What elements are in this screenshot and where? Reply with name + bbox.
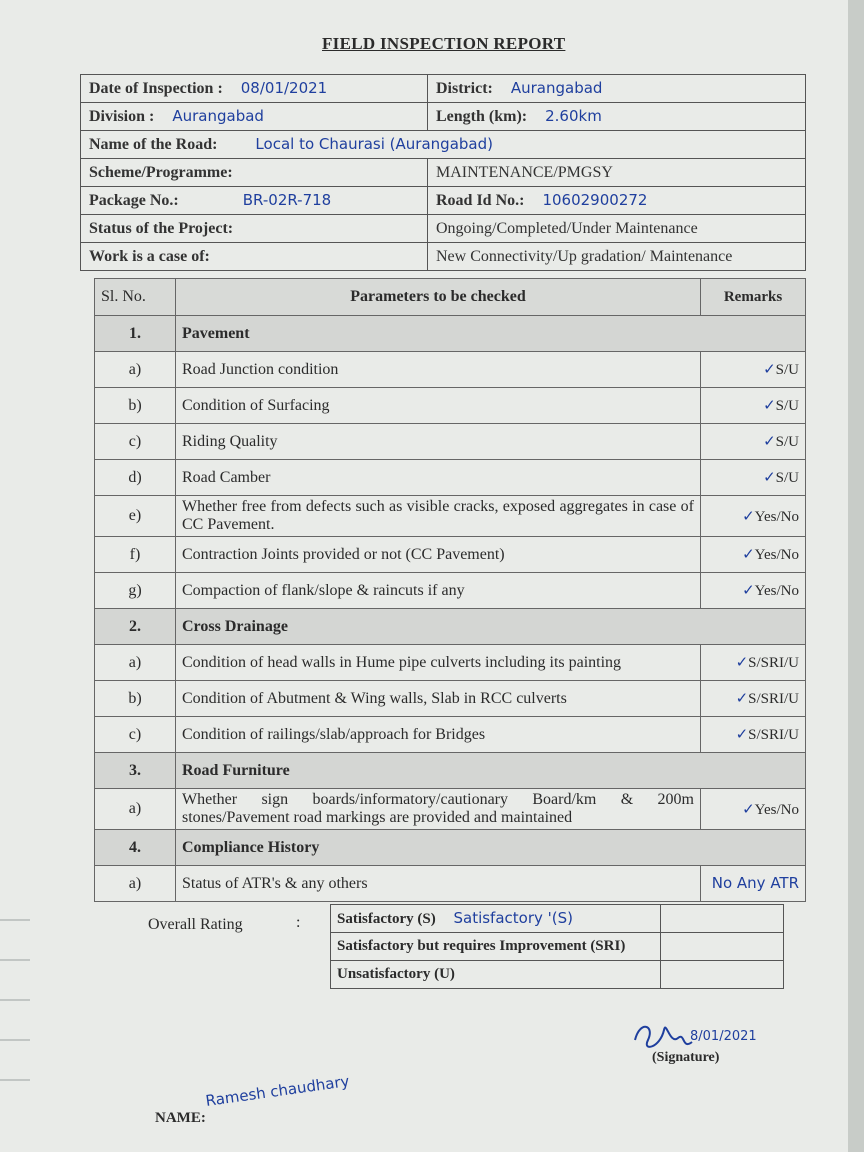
package-cell bbox=[81, 187, 428, 215]
row-remark-cell bbox=[701, 388, 806, 424]
row-parameter: Road Camber bbox=[176, 460, 701, 496]
section-title: Compliance History bbox=[176, 830, 806, 866]
division-value: Aurangabad bbox=[172, 107, 264, 125]
status-value: Ongoing/Completed/Under Maintenance bbox=[436, 219, 698, 237]
section-number: 4. bbox=[95, 830, 176, 866]
length-label: Length (km): bbox=[436, 108, 528, 125]
package-label: Package No.: bbox=[89, 192, 179, 209]
table-row bbox=[95, 681, 806, 717]
work-value-cell bbox=[428, 243, 806, 271]
date-label: Date of Inspection : bbox=[89, 80, 223, 97]
check-tick-icon: ✓ bbox=[742, 506, 755, 525]
roadid-value: 10602900272 bbox=[542, 191, 648, 209]
check-tick-icon: ✓ bbox=[735, 725, 749, 743]
section-row bbox=[95, 316, 806, 352]
table-row bbox=[95, 460, 806, 496]
table-row bbox=[95, 717, 806, 753]
row-sl: a) bbox=[95, 645, 176, 681]
row-remark-cell bbox=[701, 645, 806, 681]
roadid-cell bbox=[428, 187, 806, 215]
row-remark: S/U bbox=[775, 434, 799, 450]
row-parameter: Whether sign boards/informatory/cautionary Board/km & 200m stones/Pavement road markings are provided and maintained bbox=[176, 789, 701, 830]
col-param-header: Parameters to be checked bbox=[176, 279, 701, 316]
table-row bbox=[95, 645, 806, 681]
row-parameter: Condition of Abutment & Wing walls, Slab in RCC culverts bbox=[176, 681, 701, 717]
row-remark-cell bbox=[701, 681, 806, 717]
table-row bbox=[95, 573, 806, 609]
row-sl: f) bbox=[95, 537, 176, 573]
row-remark: S/SRI/U bbox=[748, 727, 799, 743]
section-title: Cross Drainage bbox=[176, 609, 806, 645]
scheme-value-cell bbox=[428, 159, 806, 187]
row-sl: a) bbox=[95, 866, 176, 902]
row-parameter: Condition of Surfacing bbox=[176, 388, 701, 424]
row-remark-cell bbox=[701, 789, 806, 830]
signature-date: 8/01/2021 bbox=[690, 1029, 757, 1044]
division-cell bbox=[81, 103, 428, 131]
table-row bbox=[95, 424, 806, 460]
rating-colon: : bbox=[296, 914, 301, 931]
overall-rating-label: Overall Rating bbox=[148, 916, 243, 933]
col-remarks-header: Remarks bbox=[701, 279, 806, 316]
row-remark-cell bbox=[701, 424, 806, 460]
roadid-label: Road Id No.: bbox=[436, 192, 525, 209]
road-name-cell bbox=[81, 131, 806, 159]
name-value: Ramesh chaudhary bbox=[204, 1072, 351, 1110]
status-label: Status of the Project: bbox=[89, 219, 234, 237]
scheme-value: MAINTENANCE/PMGSY bbox=[436, 163, 613, 181]
check-tick-icon: ✓ bbox=[742, 581, 755, 599]
rating-option-label: Unsatisfactory (U) bbox=[337, 966, 455, 982]
rating-option-label: Satisfactory (S) bbox=[337, 911, 436, 927]
division-label: Division : bbox=[89, 108, 155, 125]
header-table bbox=[80, 74, 806, 271]
rating-table bbox=[330, 904, 784, 989]
underlying-notebook-lines bbox=[0, 880, 30, 1140]
status-label-cell bbox=[81, 215, 428, 243]
table-row bbox=[95, 866, 806, 902]
row-remark-cell bbox=[701, 352, 806, 388]
section-title: Pavement bbox=[176, 316, 806, 352]
date-cell bbox=[81, 75, 428, 103]
row-remark-cell bbox=[701, 537, 806, 573]
table-row bbox=[95, 352, 806, 388]
section-title: Road Furniture bbox=[176, 753, 806, 789]
check-tick-icon: ✓ bbox=[763, 432, 776, 450]
row-parameter: Riding Quality bbox=[176, 424, 701, 460]
rating-option-sri bbox=[331, 933, 661, 961]
row-remark: S/SRI/U bbox=[748, 655, 799, 671]
row-sl: b) bbox=[95, 388, 176, 424]
table-row bbox=[95, 537, 806, 573]
scheme-label: Scheme/Programme: bbox=[89, 163, 233, 181]
section-row bbox=[95, 609, 806, 645]
rating-blank-cell bbox=[661, 905, 784, 933]
row-remark: No Any ATR bbox=[711, 874, 799, 892]
row-remark: Yes/No bbox=[754, 547, 799, 563]
district-value: Aurangabad bbox=[510, 79, 603, 97]
row-remark-cell bbox=[701, 460, 806, 496]
row-remark-cell bbox=[701, 717, 806, 753]
row-remark: S/U bbox=[775, 470, 799, 486]
section-number: 1. bbox=[95, 316, 176, 352]
check-tick-icon: ✓ bbox=[735, 689, 749, 707]
rating-option-label: Satisfactory but requires Improvement (SRI) bbox=[337, 938, 626, 954]
section-row bbox=[95, 753, 806, 789]
row-sl: c) bbox=[95, 717, 176, 753]
check-tick-icon: ✓ bbox=[763, 468, 776, 486]
row-sl: a) bbox=[95, 789, 176, 830]
report-title: FIELD INSPECTION REPORT bbox=[322, 34, 566, 53]
page-edge bbox=[848, 0, 864, 1152]
check-tick-icon: ✓ bbox=[763, 360, 776, 378]
rating-handwritten: Satisfactory '(S) bbox=[453, 909, 574, 927]
section-number: 3. bbox=[95, 753, 176, 789]
row-remark: S/U bbox=[775, 398, 799, 414]
row-remark: S/U bbox=[775, 362, 799, 378]
check-tick-icon: ✓ bbox=[735, 653, 749, 671]
package-value: BR-02R-718 bbox=[242, 191, 332, 209]
row-parameter: Condition of railings/slab/approach for Bridges bbox=[176, 717, 701, 753]
status-value-cell bbox=[428, 215, 806, 243]
row-sl: c) bbox=[95, 424, 176, 460]
name-label: NAME: bbox=[155, 1110, 206, 1126]
row-parameter: Status of ATR's & any others bbox=[176, 866, 701, 902]
row-sl: b) bbox=[95, 681, 176, 717]
row-remark-cell bbox=[701, 866, 806, 902]
district-label: District: bbox=[436, 80, 493, 97]
table-row bbox=[95, 388, 806, 424]
road-name-label: Name of the Road: bbox=[89, 136, 218, 153]
table-row bbox=[95, 496, 806, 537]
road-name-value: Local to Chaurasi (Aurangabad) bbox=[255, 135, 493, 153]
row-remark: S/SRI/U bbox=[748, 691, 799, 707]
row-parameter: Road Junction condition bbox=[176, 352, 701, 388]
row-parameter: Compaction of flank/slope & raincuts if any bbox=[176, 573, 701, 609]
rating-blank-cell bbox=[661, 961, 784, 989]
rating-option-u bbox=[331, 961, 661, 989]
row-remark: Yes/No bbox=[754, 583, 799, 599]
row-remark-cell bbox=[701, 496, 806, 537]
parameters-table bbox=[94, 278, 806, 902]
check-tick-icon: ✓ bbox=[742, 545, 755, 563]
date-value: 08/01/2021 bbox=[240, 79, 328, 97]
check-tick-icon: ✓ bbox=[742, 799, 755, 818]
check-tick-icon: ✓ bbox=[763, 396, 776, 414]
row-parameter: Contraction Joints provided or not (CC Pavement) bbox=[176, 537, 701, 573]
district-cell bbox=[428, 75, 806, 103]
parameters-body bbox=[95, 316, 806, 902]
section-row bbox=[95, 830, 806, 866]
table-row bbox=[95, 789, 806, 830]
row-remark: Yes/No bbox=[754, 801, 799, 818]
row-sl: g) bbox=[95, 573, 176, 609]
row-remark-cell bbox=[701, 573, 806, 609]
row-remark: Yes/No bbox=[754, 508, 799, 525]
length-value: 2.60km bbox=[545, 107, 602, 125]
row-sl: d) bbox=[95, 460, 176, 496]
row-parameter: Condition of head walls in Hume pipe culverts including its painting bbox=[176, 645, 701, 681]
row-parameter: Whether free from defects such as visible cracks, exposed aggregates in case of CC Pavement. bbox=[176, 496, 701, 537]
rating-option-s bbox=[331, 905, 661, 933]
row-sl: e) bbox=[95, 496, 176, 537]
scheme-label-cell bbox=[81, 159, 428, 187]
signature-label: (Signature) bbox=[652, 1050, 720, 1065]
rating-blank-cell bbox=[661, 933, 784, 961]
work-label: Work is a case of: bbox=[89, 247, 210, 265]
work-value: New Connectivity/Up gradation/ Maintenance bbox=[436, 247, 733, 265]
row-sl: a) bbox=[95, 352, 176, 388]
section-number: 2. bbox=[95, 609, 176, 645]
col-sl-header: Sl. No. bbox=[95, 279, 176, 316]
work-label-cell bbox=[81, 243, 428, 271]
length-cell bbox=[428, 103, 806, 131]
